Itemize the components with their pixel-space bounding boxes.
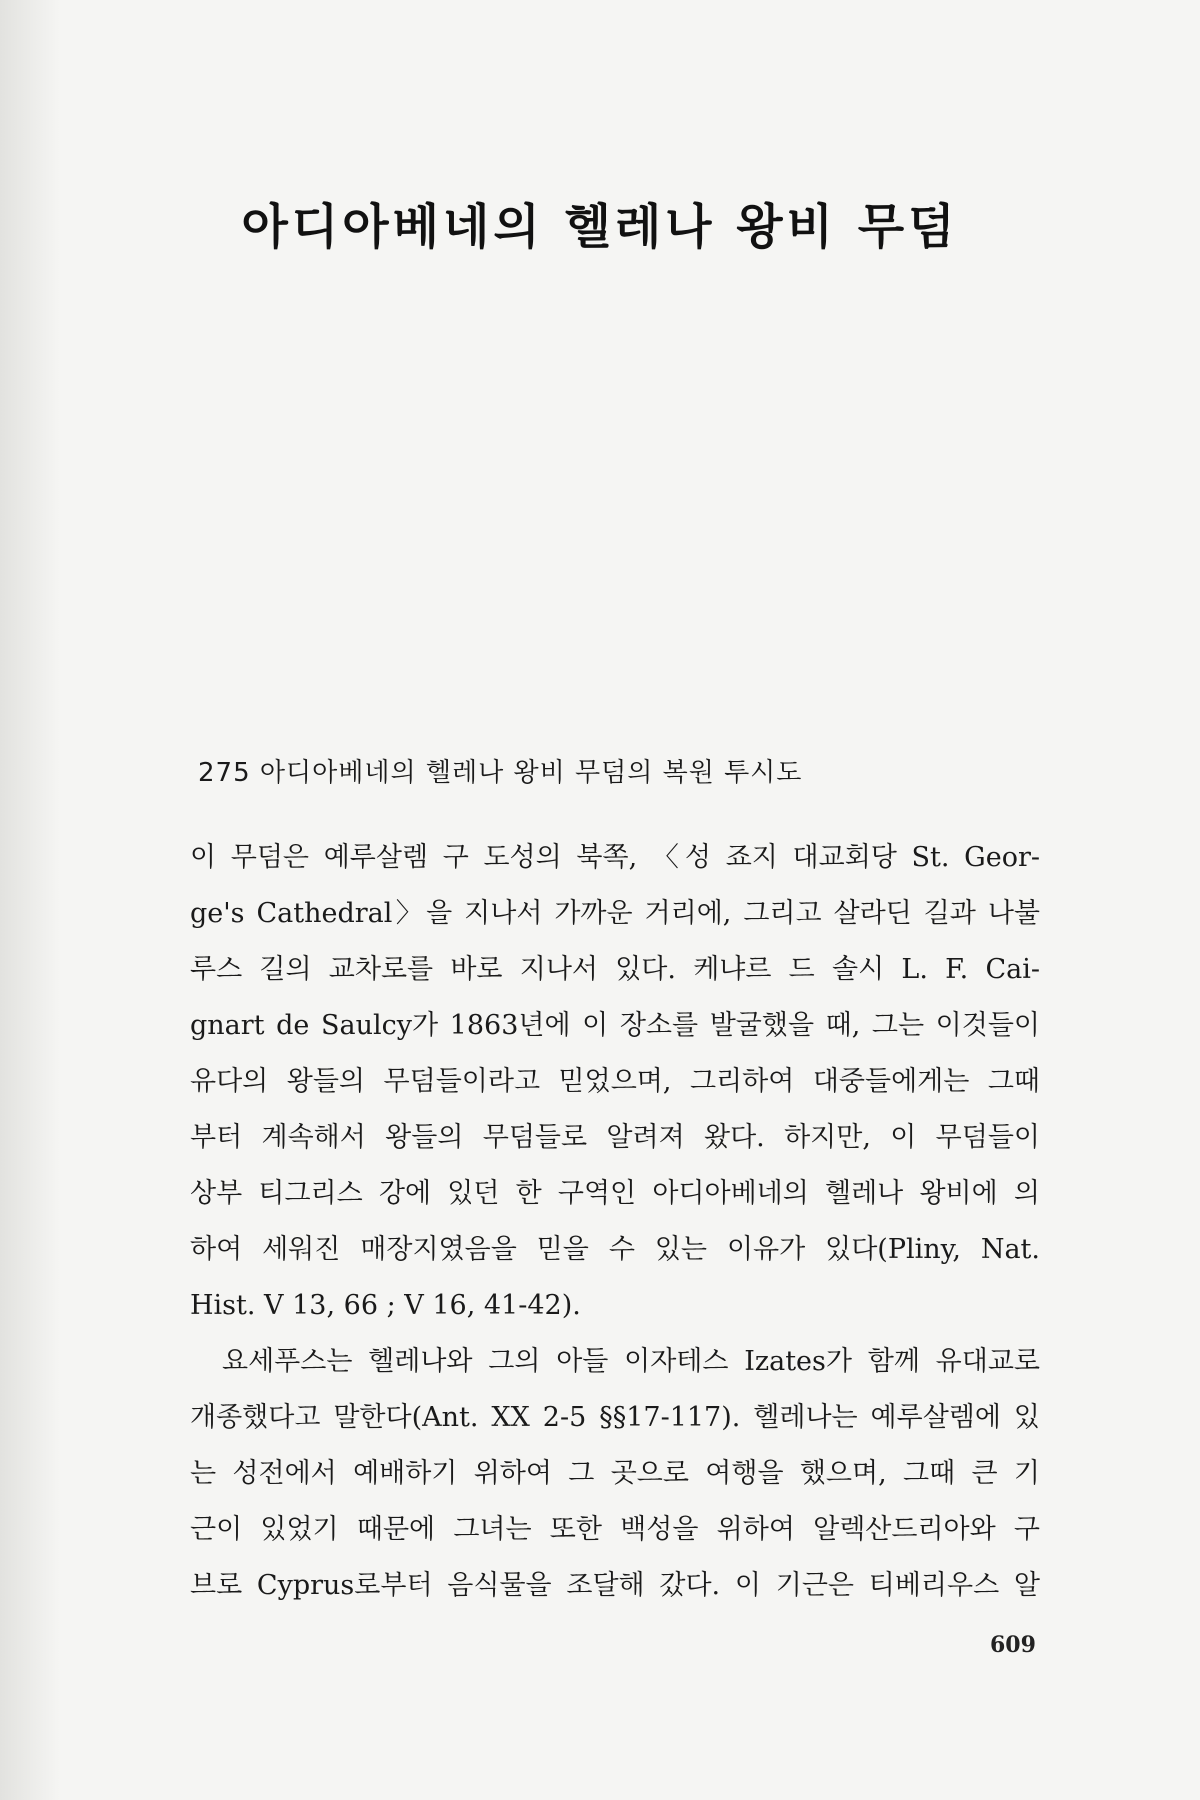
text-line: gnart de Saulcy가 1863년에 이 장소를 발굴했을 때, 그는 이것들이: [190, 1010, 1040, 1041]
text-line: 상부 티그리스 강에 있던 한 구역인 아디아베네의 헬레나 왕비에 의: [190, 1178, 1040, 1209]
page-number: 609: [990, 1632, 1036, 1658]
text-line: ge's Cathedral〉을 지나서 가까운 거리에, 그리고 살라딘 길과 나불: [190, 898, 1040, 929]
page-title: 아디아베네의 헬레나 왕비 무덤: [241, 199, 959, 255]
text-line: 요세푸스는 헬레나와 그의 아들 이자테스 Izates가 함께 유대교로: [222, 1346, 1040, 1377]
text-line: Hist. V 13, 66 ; V 16, 41-42).: [190, 1290, 581, 1321]
text-line: 근이 있었기 때문에 그녀는 또한 백성을 위하여 알렉산드리아와 구: [190, 1514, 1040, 1545]
text-line: 는 성전에서 예배하기 위하여 그 곳으로 여행을 했으며, 그때 큰 기: [190, 1458, 1040, 1489]
text-line: 부터 계속해서 왕들의 무덤들로 알려져 왔다. 하지만, 이 무덤들이: [190, 1122, 1040, 1153]
text-line: 이 무덤은 예루살렘 구 도성의 북쪽, 〈성 죠지 대교회당 St. Geor-: [190, 842, 1040, 873]
figure-caption: 275 아디아베네의 헬레나 왕비 무덤의 복원 투시도: [198, 758, 803, 788]
body-text: [190, 830, 1040, 1614]
text-line: 루스 길의 교차로를 바로 지나서 있다. 케냐르 드 솔시 L. F. Cai-: [190, 954, 1040, 985]
text-line: 브로 Cyprus로부터 음식물을 조달해 갔다. 이 기근은 티베리우스 알: [190, 1570, 1040, 1601]
text-line: 개종했다고 말한다(Ant. XX 2-5 §§17-117). 헬레나는 예루살렘에 있: [190, 1402, 1040, 1433]
text-line: 하여 세워진 매장지였음을 믿을 수 있는 이유가 있다(Pliny, Nat.: [190, 1234, 1040, 1265]
text-line: 유다의 왕들의 무덤들이라고 믿었으며, 그리하여 대중들에게는 그때: [190, 1066, 1040, 1097]
